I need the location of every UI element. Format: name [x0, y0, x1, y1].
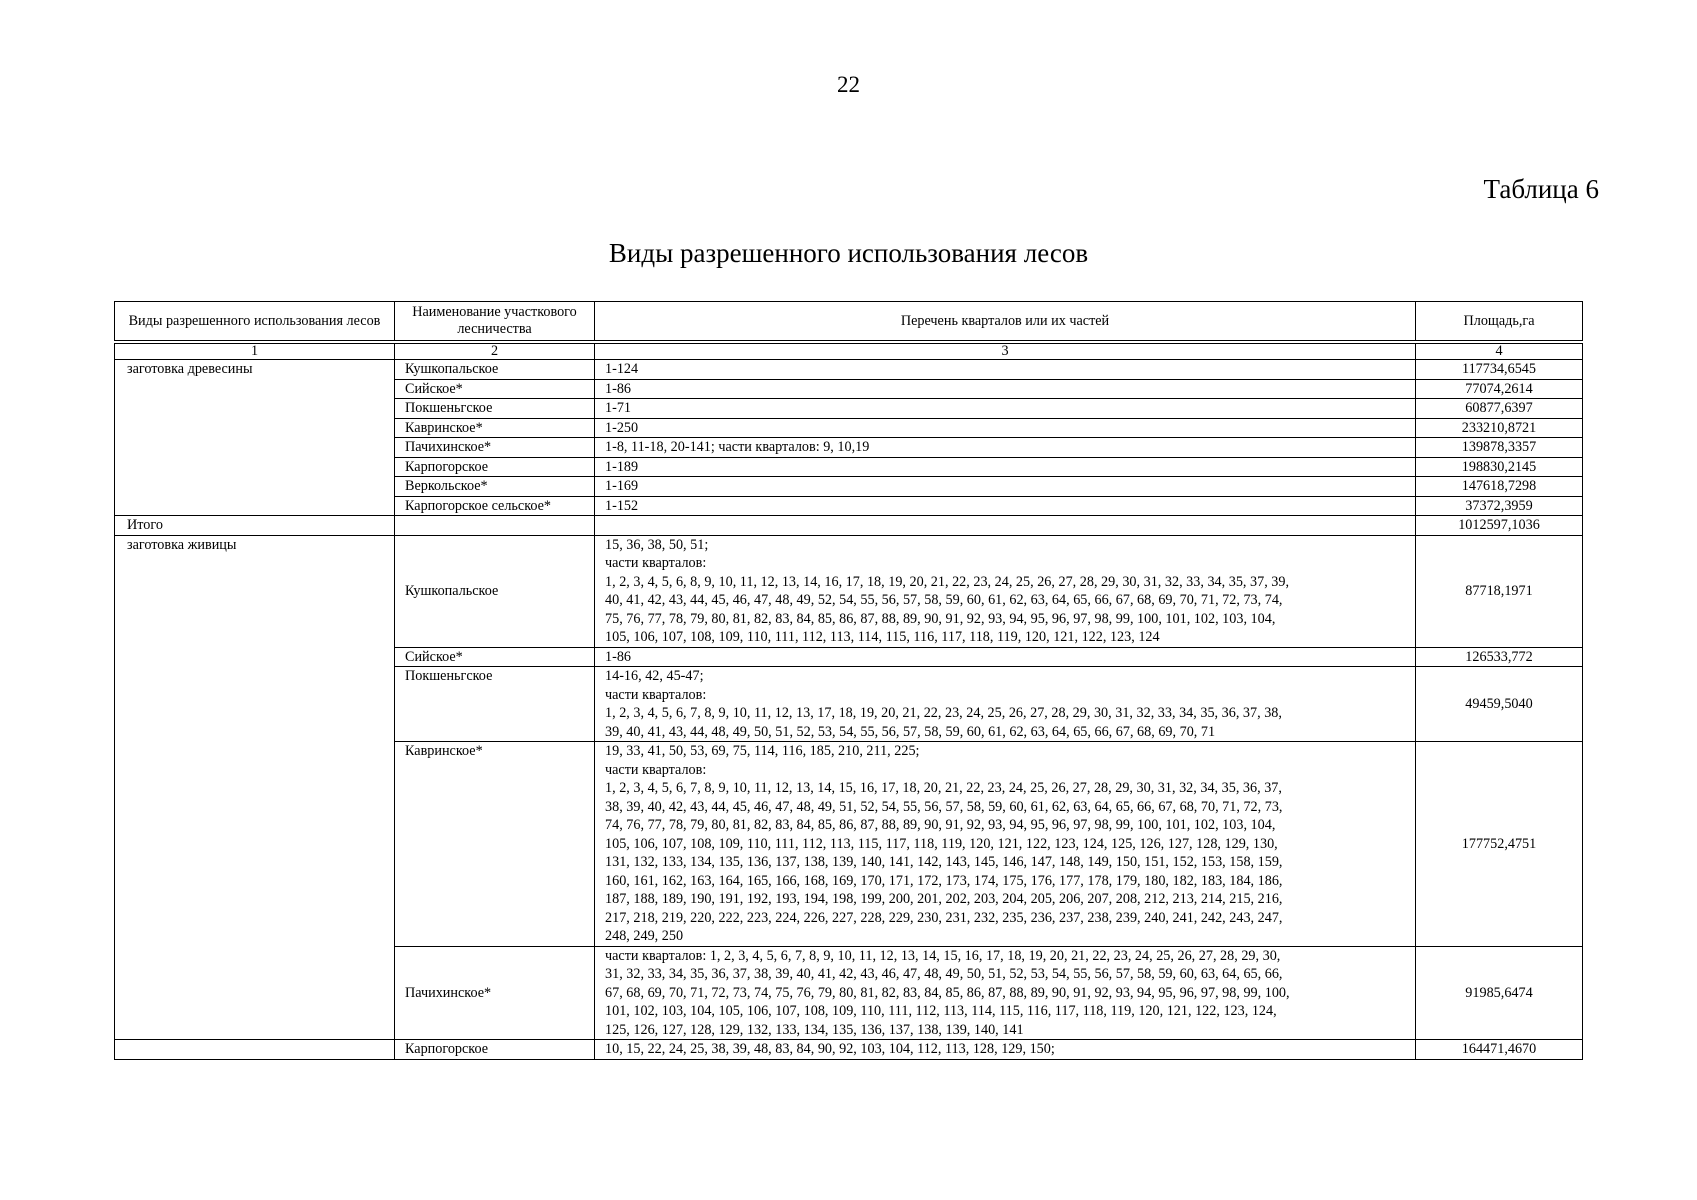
- forestry-name-cell: Карпогорское: [395, 1040, 595, 1060]
- total-row: [115, 516, 1583, 536]
- quarters-line: 75, 76, 77, 78, 79, 80, 81, 82, 83, 84, 85, 86, 87, 88, 89, 90, 91, 92, 93, 94, 95, 96, 97, 98, 99, 100, 101, 102, 103, 104,: [605, 610, 1276, 627]
- header-area: Площадь,га: [1416, 302, 1583, 343]
- quarters-line: части кварталов: 1, 2, 3, 4, 5, 6, 7, 8, 9, 10, 11, 12, 13, 14, 15, 16, 17, 18, 19, 20, 21, 22, 23, 24, 25, 26, 27, 28, 29, 30,: [605, 947, 1281, 964]
- quarters-line: 1-86: [605, 648, 632, 665]
- quarters-line: 1, 2, 3, 4, 5, 6, 7, 8, 9, 10, 11, 12, 13, 14, 15, 16, 17, 18, 20, 21, 22, 23, 24, 25, 26, 27, 28, 29, 30, 31, 32, 34, 35, 36, 37,: [605, 780, 1282, 796]
- table-row: [115, 1040, 1583, 1060]
- quarters-cell: 1-169: [595, 477, 1416, 497]
- quarters-line: 39, 40, 41, 43, 44, 48, 49, 50, 51, 52, 53, 54, 55, 56, 57, 58, 59, 60, 61, 62, 63, 64, 65, 66, 67, 68, 69, 70, 71: [605, 723, 1216, 740]
- quarters-line: части кварталов:: [605, 555, 707, 571]
- quarters-line: 1, 2, 3, 4, 5, 6, 8, 9, 10, 11, 12, 13, 14, 16, 17, 18, 19, 20, 21, 22, 23, 24, 25, 26, 27, 28, 29, 30, 31, 32, 33, 34, 35, 37, 39,: [605, 573, 1290, 590]
- table-row: [115, 360, 1583, 380]
- quarters-line: 14-16, 42, 45-47;: [605, 668, 704, 684]
- forestry-name-cell: Кавринское*: [395, 418, 595, 438]
- quarters-cell: [595, 535, 1416, 647]
- area-cell: 87718,1971: [1416, 535, 1583, 647]
- area-cell: 233210,8721: [1416, 418, 1583, 438]
- column-number: 4: [1416, 342, 1583, 360]
- column-number-row: [115, 342, 1583, 360]
- forestry-name-cell: Карпогорское сельское*: [395, 496, 595, 516]
- quarters-line: части кварталов:: [605, 761, 707, 778]
- quarters-cell: 1-189: [595, 457, 1416, 477]
- area-cell: 37372,3959: [1416, 496, 1583, 516]
- quarters-line: 1, 2, 3, 4, 5, 6, 7, 8, 9, 10, 11, 12, 13, 17, 18, 19, 20, 21, 22, 23, 24, 25, 26, 27, 28, 29, 30, 31, 32, 33, 34, 35, 36, 37, 38,: [605, 705, 1282, 721]
- area-cell: 91985,6474: [1416, 946, 1583, 1040]
- quarters-cell: 1-86: [595, 379, 1416, 399]
- quarters-line: 131, 132, 133, 134, 135, 136, 137, 138, 139, 140, 141, 142, 143, 145, 146, 147, 148, 149, 150, 151, 152, 153, 158, 159,: [605, 854, 1283, 870]
- quarters-line: 15, 36, 38, 50, 51;: [605, 536, 709, 553]
- use-type-cell: заготовка древесины: [115, 360, 395, 516]
- forestry-name-cell: Покшеньгское: [395, 399, 595, 419]
- total-area: 1012597,1036: [1416, 516, 1583, 536]
- table-title: Виды разрешенного использования лесов: [608, 238, 1089, 268]
- quarters-line: 10, 15, 22, 24, 25, 38, 39, 48, 83, 84, 90, 92, 103, 104, 112, 113, 128, 129, 150;: [605, 1041, 1055, 1057]
- quarters-line: 74, 76, 77, 78, 79, 80, 81, 82, 83, 84, 85, 86, 87, 88, 89, 90, 91, 92, 93, 94, 95, 96, 97, 98, 99, 100, 101, 102, 103, 104,: [605, 817, 1276, 833]
- quarters-line: части кварталов:: [605, 686, 707, 703]
- quarters-line: 187, 188, 189, 190, 191, 192, 193, 194, 198, 199, 200, 201, 202, 203, 204, 205, 206, 207, 208, 212, 213, 214, 215, 216,: [605, 891, 1283, 907]
- quarters-cell: 1-152: [595, 496, 1416, 516]
- page-number: 22: [837, 72, 860, 97]
- forestry-name-cell: Пачихинское*: [395, 946, 595, 1040]
- table-row: [115, 535, 1583, 647]
- area-cell: 198830,2145: [1416, 457, 1583, 477]
- quarters-cell: 1-124: [595, 360, 1416, 380]
- forestry-name-cell: Сийское*: [395, 647, 595, 667]
- forestry-name-cell: Веркольское*: [395, 477, 595, 497]
- area-cell: 126533,772: [1416, 647, 1583, 667]
- forestry-name-cell: Кушкопальское: [395, 535, 595, 647]
- empty-cell: [395, 516, 595, 536]
- quarters-line: 125, 126, 127, 128, 129, 132, 133, 134, 135, 136, 137, 138, 139, 140, 141: [605, 1021, 1024, 1038]
- area-cell: 60877,6397: [1416, 399, 1583, 419]
- column-number: 3: [595, 342, 1416, 360]
- quarters-cell: 1-71: [595, 399, 1416, 419]
- quarters-cell: [595, 946, 1416, 1040]
- forestry-name-cell: Кушкопальское: [395, 360, 595, 380]
- quarters-line: 105, 106, 107, 108, 109, 110, 111, 112, 113, 115, 117, 118, 119, 120, 121, 122, 123, 124, 125, 126, 127, 128, 129, 130,: [605, 835, 1278, 852]
- quarters-cell: 1-8, 11-18, 20-141; части кварталов: 9, 10,19: [595, 438, 1416, 458]
- quarters-cell: [595, 1040, 1416, 1060]
- area-cell: 164471,4670: [1416, 1040, 1583, 1060]
- area-cell: 139878,3357: [1416, 438, 1583, 458]
- column-number: 2: [395, 342, 595, 360]
- use-type-cell: заготовка живицы: [115, 535, 395, 1040]
- forestry-name-cell: Кавринское*: [395, 742, 595, 947]
- forestry-name-cell: Пачихинское*: [395, 438, 595, 458]
- header-quarters: Перечень кварталов или их частей: [595, 302, 1416, 343]
- forestry-name-cell: Покшеньгское: [395, 667, 595, 742]
- quarters-line: 101, 102, 103, 104, 105, 106, 107, 108, 109, 110, 111, 112, 113, 114, 115, 116, 117, 118, 119, 120, 121, 122, 123, 124,: [605, 1003, 1277, 1019]
- quarters-cell: [595, 647, 1416, 667]
- table-label: Таблица 6: [1483, 174, 1599, 204]
- quarters-line: 19, 33, 41, 50, 53, 69, 75, 114, 116, 185, 210, 211, 225;: [605, 743, 920, 759]
- forestry-name-cell: Сийское*: [395, 379, 595, 399]
- use-type-cell-continued: [115, 1040, 395, 1060]
- header-use-type: Виды разрешенного использования лесов: [115, 302, 395, 343]
- area-cell: 177752,4751: [1416, 742, 1583, 947]
- quarters-line: 160, 161, 162, 163, 164, 165, 166, 168, 169, 170, 171, 172, 173, 174, 175, 176, 177, 178, 179, 180, 182, 183, 184, 186,: [605, 872, 1283, 889]
- area-cell: 77074,2614: [1416, 379, 1583, 399]
- quarters-line: 105, 106, 107, 108, 109, 110, 111, 112, 113, 114, 115, 116, 117, 118, 119, 120, 121, 122, 123, 124: [605, 629, 1160, 645]
- quarters-cell: 1-250: [595, 418, 1416, 438]
- quarters-line: 248, 249, 250: [605, 928, 684, 944]
- quarters-line: 217, 218, 219, 220, 222, 223, 224, 226, 227, 228, 229, 230, 231, 232, 235, 236, 237, 238, 239, 240, 241, 242, 243, 247,: [605, 909, 1283, 926]
- quarters-line: 31, 32, 33, 34, 35, 36, 37, 38, 39, 40, 41, 42, 43, 46, 47, 48, 49, 50, 51, 52, 53, 54, 55, 56, 57, 58, 59, 60, 63, 64, 65, 66,: [605, 966, 1283, 982]
- empty-cell: [595, 516, 1416, 536]
- quarters-cell: [595, 667, 1416, 742]
- forest-use-table: [114, 301, 1583, 1060]
- quarters-line: 38, 39, 40, 42, 43, 44, 45, 46, 47, 48, 49, 51, 52, 54, 55, 56, 57, 58, 59, 60, 61, 62, 63, 64, 65, 66, 67, 68, 70, 71, 72, 73,: [605, 798, 1283, 815]
- forestry-name-cell: Карпогорское: [395, 457, 595, 477]
- table-header-row: [115, 302, 1583, 343]
- quarters-cell: [595, 742, 1416, 947]
- area-cell: 147618,7298: [1416, 477, 1583, 497]
- area-cell: 49459,5040: [1416, 667, 1583, 742]
- column-number: 1: [115, 342, 395, 360]
- header-forestry-name: Наименование участкового лесничества: [395, 302, 595, 343]
- area-cell: 117734,6545: [1416, 360, 1583, 380]
- total-label: Итого: [115, 516, 395, 536]
- quarters-line: 67, 68, 69, 70, 71, 72, 73, 74, 75, 76, 79, 80, 81, 82, 83, 84, 85, 86, 87, 88, 89, 90, 91, 92, 93, 94, 95, 96, 97, 98, 99, 100,: [605, 984, 1290, 1001]
- quarters-line: 40, 41, 42, 43, 44, 45, 46, 47, 48, 49, 52, 54, 55, 56, 57, 58, 59, 60, 61, 62, 63, 64, 65, 66, 67, 68, 69, 70, 71, 72, 73, 74,: [605, 592, 1283, 608]
